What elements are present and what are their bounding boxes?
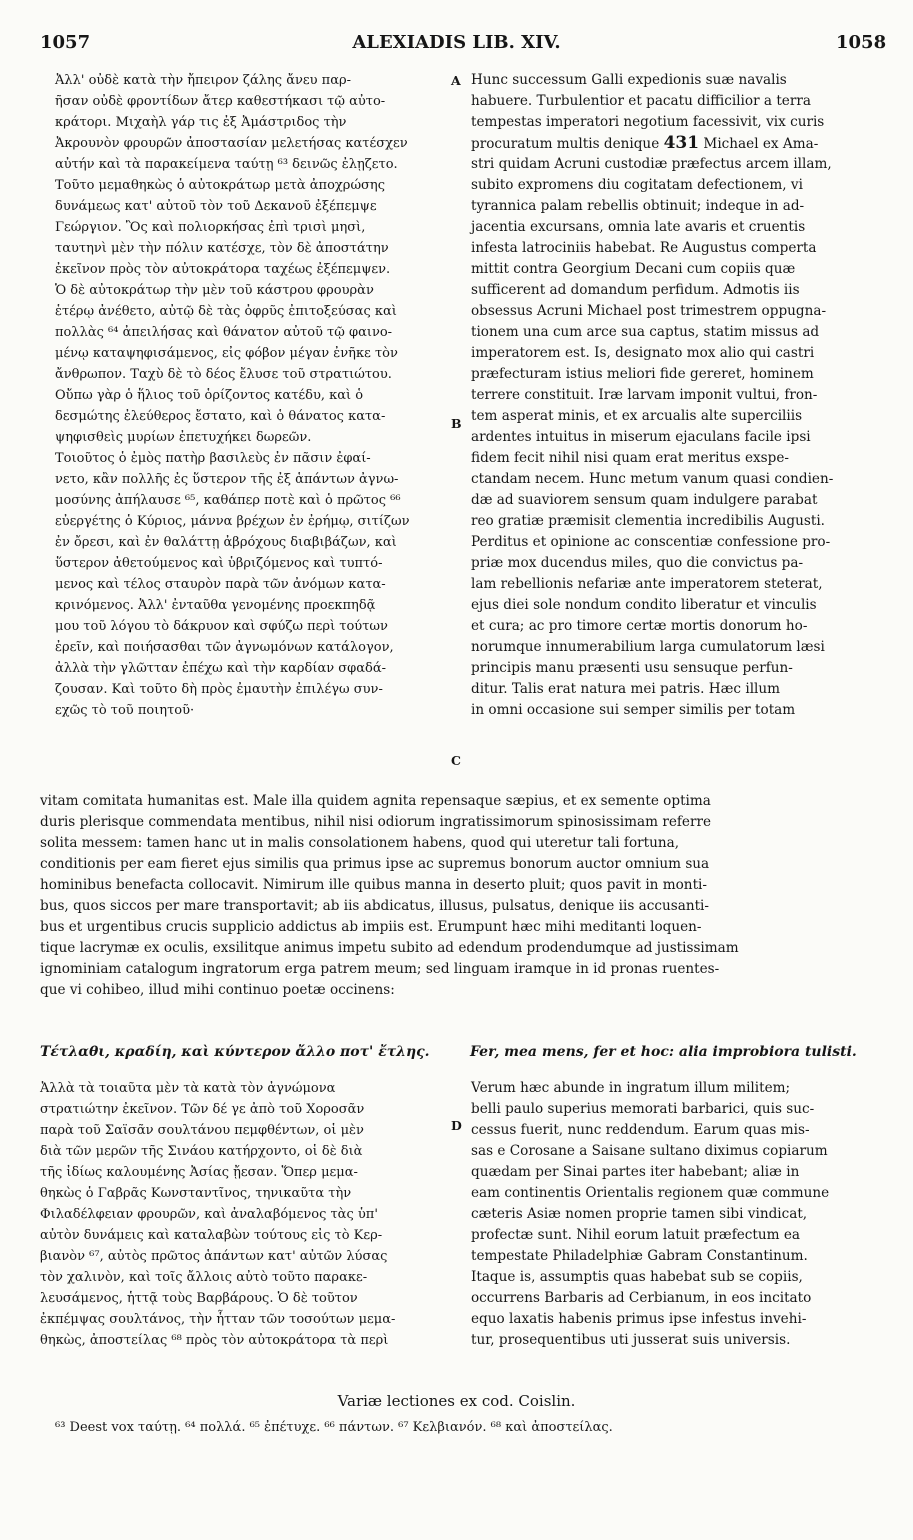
latin-wide-block: [40, 791, 880, 1001]
latin-text-line: ardentes intuitus in miserum ejaculans facile ipsi: [471, 429, 811, 445]
latin-text-line: priæ mox ducendus miles, quo die convictus pa-: [471, 555, 804, 571]
greek-text-line: αὐτὸν δυνάμεις καὶ καταλαβὼν τούτους εἰς τὸ Κερ-: [40, 1228, 383, 1243]
greek-text-line: μένῳ καταψηφισάμενος, εἰς φόβον μέγαν ἐνῆκε τὸν: [55, 346, 398, 361]
latin-text-line: obsessus Acruni Michael post trimestrem oppugna-: [471, 303, 827, 319]
latin-text-line: conditionis per eam fieret ejus similis qua primus ipse ac supremus bonorum auctor omnium sua: [40, 856, 710, 872]
greek-text-line: Ὁ δὲ αὐτοκράτωρ τὴν μὲν τοῦ κάστρου φρουρὰν: [55, 283, 374, 298]
latin-text-line: cæteris Asiæ nomen proprie tamen sibi vindicat,: [471, 1206, 808, 1222]
greek-text-line: διὰ τῶν μερῶν τῆς Σινάου κατήρχοντο, οἱ δὲ διὰ: [40, 1144, 363, 1159]
greek-text-line: μου τοῦ λόγου τὸ δάκρυον καὶ σφύζω περὶ τούτων: [55, 619, 388, 634]
latin-text-line: reo gratiæ præmisit clementia incredibilis Augusti.: [471, 513, 826, 529]
latin-text-line: tem asperat minis, et ex arcualis alte superciliis: [471, 408, 803, 424]
greek-text-line: τὸν χαλινὸν, καὶ τοῖς ἄλλοις αὐτὸ τοῦτο παρακε-: [40, 1270, 368, 1285]
latin-text-line: bus, quos siccos per mare transportavit; ab iis abdicatus, illusus, pulsatus, denique iis accusanti-: [40, 898, 709, 914]
latin-text-line-part: Michael ex Ama-: [703, 136, 819, 152]
column-number-431: 431: [663, 133, 700, 153]
latin-text-line: imperatorem est. Is, designato mox alio qui castri: [471, 345, 815, 361]
greek-text-line: παρὰ τοῦ Σαϊσᾶν σουλτάνου πεμφθέντων, οἱ μὲν: [40, 1123, 364, 1138]
latin-text-line: Perditus et opinione ac conscentiæ confessione pro-: [471, 534, 831, 550]
greek-text-line: εὐεργέτης ὁ Κύριος, μάννα βρέχων ἐν ἐρήμῳ, σιτίζων: [55, 514, 410, 529]
greek-text-line: αὐτήν καὶ τὰ παρακείμενα ταύτῃ ⁶³ δεινῶς ἐλῃζετο.: [55, 157, 398, 172]
greek-text-line: θηκὼς ὁ Γαβρᾶς Κωνσταντῖνος, τηνικαῦτα τὴν: [40, 1186, 352, 1201]
latin-text-line: ctandam necem. Hunc metum vanum quasi condien-: [471, 471, 834, 487]
latin-text-line: ignominiam catalogum ingratorum erga patrem meum; sed linguam iramque in id pronas ruentes-: [40, 961, 720, 977]
verse-latin: Fer, mea mens, fer et hoc: alia improbiora tulisti.: [470, 1044, 857, 1060]
latin-text-line: stri quidam Acruni custodiæ præfectus arcem illam,: [471, 156, 832, 172]
latin-text-line: terrere constituit. Iræ larvam imponit vultui, fron-: [471, 387, 818, 403]
greek-text-line: τῆς ἰδίως καλουμένης Ἀσίας ᾔεσαν. Ὅπερ μεμα-: [40, 1165, 358, 1180]
latin-text-line: eam continentis Orientalis regionem quæ commune: [471, 1185, 830, 1201]
latin-text-line: belli paulo superius memorati barbarici, quis suc-: [471, 1101, 815, 1117]
latin-text-line: que vi cohibeo, illud mihi continuo poetæ occinens:: [40, 982, 395, 998]
greek-text-line: στρατιώτην ἐκεῖνον. Τῶν δέ γε ἀπὸ τοῦ Χοροσᾶν: [40, 1102, 365, 1117]
latin-text-line: tionem una cum arce sua captus, statim missus ad: [471, 324, 820, 340]
greek-text-line: δεσμώτης ἐλεύθερος ἔστατο, καὶ ὁ θάνατος κατα-: [55, 409, 386, 424]
greek-text-line: Γεώργιον. Ὃς καὶ πολιορκήσας ἐπὶ τρισὶ μησὶ,: [55, 220, 366, 235]
latin-text-line: in omni occasione sui semper similis per totam: [471, 702, 796, 718]
latin-text-line: quædam per Sinai partes iter habebant; aliæ in: [471, 1164, 800, 1180]
latin-text-line: bus et urgentibus crucis supplicio addictus ab impiis est. Erumpunt hæc mihi meditanti loquen-: [40, 919, 702, 935]
greek-text-line: ῆσαν οὐδὲ φροντίδων ἄτερ καθεστήκασι τῷ αὐτο-: [55, 94, 386, 109]
latin-text-line: dæ ad suaviorem sensum quam indulgere parabat: [471, 492, 818, 508]
greek-text-line: ἑτέρῳ ἀνέθετο, αὐτῷ δὲ τὰς ὀφρῦς ἐπιτοξεύσας καὶ: [55, 304, 397, 319]
latin-text-line: Hunc successum Galli expedionis suæ navalis: [471, 72, 787, 88]
latin-text-line: equo laxatis habenis primus ipse infestus invehi-: [471, 1311, 807, 1327]
greek-text-line: Οὔπω γὰρ ὁ ἥλιος τοῦ ὁρίζοντος κατέδυ, καὶ ὁ: [55, 388, 364, 403]
latin-text-line: lam rebellionis nefariæ ante imperatorem steterat,: [471, 576, 823, 592]
latin-text-line: occurrens Barbaris ad Cerbianum, in eos incitato: [471, 1290, 812, 1306]
latin-text-line: et cura; ac pro timore certæ mortis donorum ho-: [471, 618, 808, 634]
greek-column-top: [55, 70, 445, 721]
greek-text-line: δυνάμεως κατ' αὐτοῦ τὸν τοῦ Δεκανοῦ ἐξέπεμψε: [55, 199, 377, 214]
marker-d: D: [451, 1118, 462, 1133]
latin-text-line-part: procuratum multis denique: [471, 136, 660, 152]
greek-text-line: μενος καὶ τέλος σταυρὸν παρὰ τῶν ἀνόμων κατα-: [55, 577, 386, 592]
greek-text-line: θηκὼς, ἀποστείλας ⁶⁸ πρὸς τὸν αὐτοκράτορα τὰ περὶ: [40, 1333, 389, 1348]
marker-c: C: [451, 753, 461, 768]
latin-text-line: Verum hæc abunde in ingratum illum militem;: [471, 1080, 791, 1096]
latin-text-line: norumque innumerabilium larga cumulatorum læsi: [471, 639, 825, 655]
greek-text-line: βιανὸν ⁶⁷, αὐτὸς πρῶτος ἁπάντων κατ' αὐτῶν λύσας: [40, 1249, 388, 1264]
greek-text-line: Τοῦτο μεμαθηκὼς ὁ αὐτοκράτωρ μετὰ ἀποχρώσης: [55, 178, 385, 193]
latin-text-line: infesta latrociniis habebat. Re Augustus comperta: [471, 240, 817, 256]
latin-text-line: ditur. Talis erat natura mei patris. Hæc illum: [471, 681, 781, 697]
greek-text-line: Ἀκρουνὸν φρουρῶν ἀποστασίαν μελετήσας κατέσχεν: [55, 136, 408, 151]
greek-text-line: ζουσαν. Καὶ τοῦτο δὴ πρὸς ἐμαυτὴν ἐπιλέγω συν-: [55, 682, 383, 697]
latin-text-line: tyrannica palam rebellis obtinuit; indeque in ad-: [471, 198, 805, 214]
latin-text-line: vitam comitata humanitas est. Male illa quidem agnita repensaque sæpius, et ex semente optima: [40, 793, 711, 809]
greek-text-line: ἀλλὰ τὴν γλῶτταν ἐπέχω καὶ τὴν καρδίαν σφαδά-: [55, 661, 387, 676]
greek-text-line: νετο, κἂν πολλῆς ἐς ὕστερον τῆς ἐξ ἁπάντων ἀγνω-: [55, 472, 399, 487]
greek-text-line: εχῶς τὸ τοῦ ποιητοῦ·: [55, 703, 195, 718]
footnotes: ⁶³ Deest vox ταύτῃ. ⁶⁴ πολλά. ⁶⁵ ἐπέτυχε. ⁶⁶ πάντων. ⁶⁷ Κελβιανόν. ⁶⁸ καὶ ἀποστείλας.: [55, 1420, 613, 1435]
greek-text-line: Ἀλλὰ τὰ τοιαῦτα μὲν τὰ κατὰ τὸν ἀγνώμονα: [40, 1081, 336, 1096]
latin-text-line: Itaque is, assumptis quas habebat sub se copiis,: [471, 1269, 803, 1285]
latin-text-line: sufficerent ad domandum perfidum. Admotis iis: [471, 282, 800, 298]
marker-a: A: [451, 73, 461, 88]
running-title: ALEXIADIS LIB. XIV.: [352, 32, 561, 53]
greek-text-line: Τοιοῦτος ὁ ἐμὸς πατὴρ βασιλεὺς ἐν πᾶσιν ἐφαί-: [55, 451, 371, 466]
latin-text-line: tur, prosequentibus uti jusserat suis universis.: [471, 1332, 791, 1348]
greek-column-bottom: [40, 1078, 445, 1351]
latin-text-line: duris plerisque commendata mentibus, nihil nisi odiorum ingratissimorum spinosissimam referre: [40, 814, 711, 830]
latin-column-top: [471, 70, 876, 721]
greek-text-line: ἐν ὄρεσι, καὶ ἐν θαλάττῃ ἀβρόχους διαβιβάζων, καὶ: [55, 535, 397, 550]
greek-text-line: κρινόμενος. Ἀλλ' ἐνταῦθα γενομένης προεκπηδᾷ: [55, 598, 376, 613]
greek-text-line: ἐκεῖνον πρὸς τὸν αὐτοκράτορα ταχέως ἐξέπεμψεν.: [55, 262, 391, 277]
latin-text-line: profectæ sunt. Nihil eorum latuit præfectum ea: [471, 1227, 800, 1243]
latin-text-line: solita messem: tamen hanc ut in malis consolationem habens, quod qui uteretur tali fortuna,: [40, 835, 680, 851]
latin-text-line: cessus fuerit, nunc reddendum. Earum quas mis-: [471, 1122, 810, 1138]
greek-text-line: Ἀλλ' οὐδὲ κατὰ τὴν ἤπειρον ζάλης ἄνευ παρ-: [55, 73, 352, 88]
greek-text-line: κράτορι. Μιχαὴλ γάρ τις ἐξ Ἀμάστριδος τὴν: [55, 115, 347, 130]
latin-text-line: tempestas imperatori negotium facessivit, vix curis: [471, 114, 825, 130]
greek-text-line: ταυτηνὶ μὲν τὴν πόλιν κατέσχε, τὸν δὲ ἀποστάτην: [55, 241, 389, 256]
marker-b: B: [451, 416, 462, 431]
greek-text-line: ὕστερον ἀθετούμενος καὶ ὑβριζόμενος καὶ τυπτό-: [55, 556, 383, 571]
greek-text-line: ἐρεῖν, καὶ ποιήσασθαι τῶν ἀγνωμόνων κατάλογον,: [55, 640, 394, 655]
greek-text-line: Φιλαδέλφειαν φρουρῶν, καὶ ἀναλαβόμενος τὰς ὑπ': [40, 1207, 378, 1222]
latin-text-line: subito expromens diu cogitatam defectionem, vi: [471, 177, 803, 193]
greek-text-line: ἐκπέμψας σουλτάνος, τὴν ἧτταν τῶν τοσούτων μεμα-: [40, 1312, 396, 1327]
greek-text-line: μοσύνης ἀπήλαυσε ⁶⁵, καθάπερ ποτὲ καὶ ὁ πρῶτος ⁶⁶: [55, 493, 401, 508]
latin-text-line: ejus diei sole nondum condito liberatur et vinculis: [471, 597, 817, 613]
latin-text-line: tempestate Philadelphiæ Gabram Constantinum.: [471, 1248, 808, 1264]
latin-column-bottom: [471, 1078, 876, 1351]
verse-greek: Τέτλαθι, κραδίη, καὶ κύντερον ἄλλο ποτ' ἔτλης.: [40, 1044, 430, 1060]
latin-text-line: [471, 133, 876, 154]
greek-text-line: ἄνθρωπον. Ταχὺ δὲ τὸ δέος ἔλυσε τοῦ στρατιώτου.: [55, 367, 392, 382]
greek-text-line: πολλὰς ⁶⁴ ἀπειλήσας καὶ θάνατον αὐτοῦ τῷ φαινο-: [55, 325, 393, 340]
latin-text-line: præfecturam istius meliori fide gereret, hominem: [471, 366, 814, 382]
greek-text-line: ψηφισθεὶς μυρίων ἐπετυχήκει δωρεῶν.: [55, 430, 312, 445]
latin-text-line: principis manu præsenti usu sensuque perfun-: [471, 660, 793, 676]
latin-text-line: habuere. Turbulentior et pacatu difficilior a terra: [471, 93, 811, 109]
latin-text-line: mittit contra Georgium Decani cum copiis quæ: [471, 261, 796, 277]
latin-text-line: tique lacrymæ ex oculis, exsilitque animus impetu subito ad edendum prodendumque ad justissimam: [40, 940, 739, 956]
variae-lectiones-heading: Variæ lectiones ex cod. Coislin.: [337, 1392, 576, 1410]
latin-text-line: hominibus benefacta collocavit. Nimirum ille quibus manna in deserto pluit; quos pavit in monti-: [40, 877, 707, 893]
greek-text-line: λευσάμενος, ἡττᾷ τοὺς Βαρβάρους. Ὁ δὲ τοῦτον: [40, 1291, 358, 1306]
page-number-right: 1058: [836, 32, 887, 53]
latin-text-line: fidem fecit nihil nisi quam erat meritus exspe-: [471, 450, 789, 466]
page-number-left: 1057: [40, 32, 91, 53]
latin-text-line: sas e Corosane a Saisane sultano diximus copiarum: [471, 1143, 828, 1159]
latin-text-line: jacentia excursans, omnia late avaris et cruentis: [471, 219, 806, 235]
